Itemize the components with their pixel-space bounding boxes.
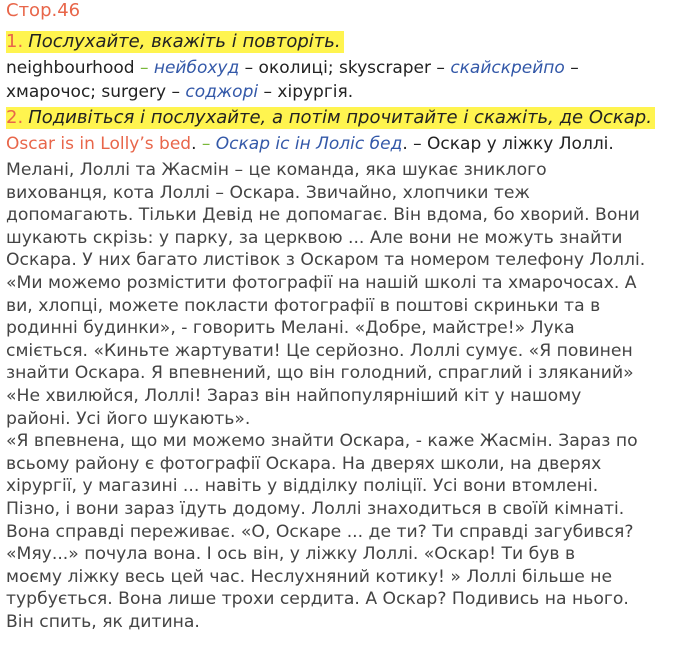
vocab-line-1	[6, 57, 579, 79]
story-paragraph-2: «Я впевнена, що ми можемо знайти Оскара, - каже Жасмін. Зараз по всьому району є фотографії Оскара. На дверях школи, на дверях хірургії, у магазині ... навіть у відділку поліції. Усі вони втомлені. Пізно, і вони зараз їдуть додому. Лоллі знаходиться в своїй кімнаті. Вона справді переживає. «О, Оскаре ... де ти? Ти справді загубився? «Мяу...» почула вона. І ось він, у ліжку Лоллі. «Оскар! Ти був в моєму ліжку весь цей час. Неслухняний котику! » Лоллі більше не турбується. Вона лише трохи сердита. А Оскар? Подивись на нього. Він спить, як дитина.	[6, 431, 638, 632]
story-title-dash: –	[201, 134, 211, 154]
story-text	[6, 159, 686, 633]
vocab-translation-neighbourhood: – околиці;	[244, 58, 334, 78]
vocab-translation-surgery: – хірургія.	[263, 82, 354, 102]
task-2-number: 2.	[6, 107, 24, 128]
story-title-line	[6, 133, 614, 155]
vocab-phonetic-surgery: соджорі	[185, 82, 259, 102]
story-title-dot: .	[191, 134, 197, 154]
vocab-word-skyscraper: skyscraper	[338, 58, 431, 78]
task-2-instruction: Подивіться і послухайте, а потім прочитайте і скажіть, де Оскар.	[28, 107, 652, 128]
task-1-heading	[6, 31, 344, 53]
story-paragraph-1: Мелані, Лоллі та Жасмін – це команда, яка шукає зниклого вихованця, кота Лоллі – Оскара. Звичайно, хлопчики теж допомагають. Тільки Девід не допомагає. Він вдома, бо хворий. Вони шукають скрізь: у парку, за церквою ... Але вони не можуть знайти Оскара. У них багато листівок з Оскаром та номером телефону Лоллі. «Ми можемо розмістити фотографії на нашій школі та хмарочосах. А ви, хлопці, можете покласти фотографії в поштові скриньки та в родинні будинки», - говорить Мелані. «Добре, майстре!» Лука сміється. «Киньте жартувати! Це серйозно. Лоллі сумує. «Я повинен знайти Оскара. Я впевнений, що він голодний, спраглий і зляканий» «Не хвилюйся, Лоллі! Зараз він найпопулярніший кіт у нашому районі. Усі його шукають».	[6, 160, 646, 429]
vocab-translation-skyscraper: хмарочос;	[6, 82, 97, 102]
vocab-line-2	[6, 81, 353, 103]
vocab-phonetic-skyscraper: скайскрейпо	[450, 58, 565, 78]
story-title-phonetic: Оскар іс ін Лоліс бед	[215, 134, 403, 154]
vocab-dash: –	[139, 58, 149, 78]
task-1-instruction: Послухайте, вкажіть і повторіть.	[28, 31, 341, 52]
vocab-word-surgery: surgery	[101, 82, 167, 102]
task-1-number: 1.	[6, 31, 24, 52]
vocab-dash: –	[570, 58, 579, 78]
story-title-english: Oscar is in Lolly’s bed	[6, 134, 192, 154]
story-title-translation: . – Оскар у ліжку Лоллі.	[402, 134, 614, 154]
vocab-word-neighbourhood: neighbourhood	[6, 58, 135, 78]
page-number: Стор.46	[6, 0, 81, 21]
vocab-phonetic-neighbourhood: нейбохуд	[153, 58, 240, 78]
task-2-heading	[6, 107, 655, 129]
vocab-dash: –	[436, 58, 445, 78]
vocab-dash: –	[171, 82, 180, 102]
